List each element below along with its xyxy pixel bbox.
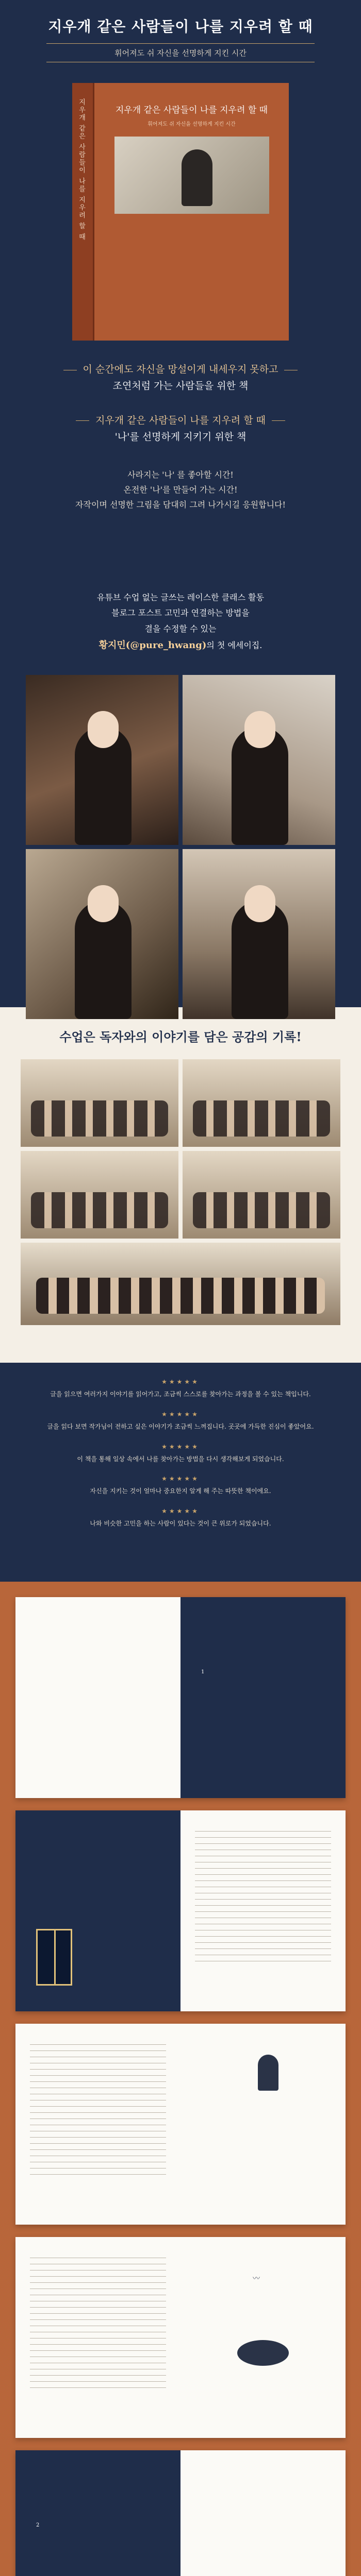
book-page-left — [15, 1597, 180, 1798]
text-lines — [30, 2044, 166, 2178]
book-page-left — [15, 1810, 180, 2011]
bird-icon: 〰 — [253, 2275, 260, 2283]
readers-group — [36, 1278, 325, 1314]
book-page-right — [180, 2024, 346, 2225]
hero-copy-block-1 — [0, 361, 361, 395]
chapter-number: 1 — [201, 1669, 205, 1675]
page-title: 지우개 같은 사람들이 나를 지우려 할 때 — [48, 18, 313, 35]
author-intro-line-2: 블로그 포스트 고민과 연결하는 방법을 — [111, 608, 250, 618]
review-text: 나와 비슷한 고민을 하는 사람이 있다는 것이 큰 위로가 되었습니다. — [90, 1520, 271, 1528]
book-spine-title: 지우개 같은 사람들이 나를 지우려 할 때 — [77, 98, 85, 241]
book-page-right — [180, 2450, 346, 2576]
page-spread — [15, 1810, 346, 2011]
review-text: 자신을 지키는 것이 얼마나 중요한지 알게 해 주는 따뜻한 책이에요. — [90, 1487, 271, 1495]
divider — [272, 420, 285, 421]
hero-copy-2-line-2: '나'를 선명하게 지키기 위한 책 — [114, 431, 247, 443]
readers-photo — [21, 1059, 178, 1147]
readers-photo — [21, 1151, 178, 1239]
cover-title: 지우개 같은 사람들이 나를 지우려 할 때 — [115, 105, 268, 115]
readers-group — [31, 1192, 168, 1228]
author-intro-line-3: 결을 수정할 수 있는 — [144, 623, 217, 634]
lying-figure-illustration — [237, 2340, 289, 2366]
author-intro-line-4: 의 첫 에세이집. — [206, 640, 262, 651]
book-page-left — [15, 2237, 180, 2438]
author-face — [88, 711, 119, 748]
chapter-opener — [36, 2522, 39, 2531]
page-subtitle: 휘어져도 쉬 자신을 선명하게 지킨 시간 — [46, 43, 315, 62]
hero-copy-3-line-2: 온전한 '나'를 만들어 가는 시간! — [123, 484, 238, 495]
readers-title: 수업은 독자와의 이야기를 담은 공감의 기록! — [59, 1029, 302, 1044]
text-lines — [30, 2258, 166, 2392]
book-preview-section — [0, 1582, 361, 2576]
author-name: 황지민(@pure_hwang) — [99, 640, 207, 651]
readers-group — [31, 1100, 168, 1137]
book-page-left — [15, 2024, 180, 2225]
star-icon: ★★★★★ — [161, 1378, 200, 1385]
hero-copy-2-line-1: 지우개 같은 사람들이 나를 지우려 할 때 — [95, 414, 266, 426]
book-front-cover — [93, 83, 289, 341]
star-icon: ★★★★★ — [161, 1475, 200, 1483]
page-spread — [15, 2450, 346, 2576]
author-photo — [183, 675, 335, 845]
author-intro-line-1: 유튜브 수업 없는 글쓰는 레이스한 클래스 활동 — [96, 592, 265, 602]
book-page-left — [15, 2450, 180, 2576]
author-face — [244, 711, 275, 748]
readers-photo — [183, 1151, 340, 1239]
page-spread — [15, 2237, 346, 2438]
readers-group — [193, 1192, 330, 1228]
page-spread — [15, 2024, 346, 2225]
readers-group — [193, 1100, 330, 1137]
cover-photo — [114, 137, 269, 214]
author-photo-grid — [26, 675, 335, 1019]
divider — [76, 420, 89, 421]
hero-copy-3-line-1: 사라지는 '나' 를 좋아할 시간! — [127, 470, 234, 480]
page-body-text — [30, 2258, 166, 2392]
book-cover-image — [72, 83, 289, 341]
chapter-opener — [201, 1669, 204, 1678]
page-body-text — [30, 2044, 166, 2178]
review-text: 글을 읽으면 여러가지 이야기를 읽어가고, 조금씩 스스로를 찾아가는 과정을 볼 수 있는 책입니다. — [50, 1391, 311, 1398]
cover-subtitle: 휘어져도 쉬 자신을 선명하게 지킨 시간 — [147, 122, 236, 127]
book-page-right — [180, 2237, 346, 2438]
star-icon: ★★★★★ — [161, 1443, 200, 1450]
hero-copy-block-3 — [0, 468, 361, 512]
author-photo — [26, 849, 178, 1019]
hero-copy-1-line-1: 이 순간에도 자신을 망설이게 내세우지 못하고 — [83, 364, 278, 375]
readers-photo — [183, 1059, 340, 1147]
readers-section — [0, 1007, 361, 1363]
readers-photo-grid — [21, 1059, 340, 1239]
readers-photo-wide — [21, 1243, 340, 1325]
hero-section — [0, 0, 361, 574]
author-photo — [26, 675, 178, 845]
author-face — [244, 885, 275, 922]
hero-copy-3-line-3: 자작이며 선명한 그림을 담대히 그려 나가시길 응원합니다! — [75, 499, 286, 510]
author-face — [88, 885, 119, 922]
author-photo — [183, 849, 335, 1019]
book-spine — [72, 83, 93, 341]
review-text: 이 책을 통해 일상 속에서 나를 찾아가는 방법을 다시 생각해보게 되었습니다. — [77, 1455, 284, 1463]
chapter-number: 2 — [36, 2522, 40, 2528]
author-section — [0, 574, 361, 1007]
figure-illustration — [258, 2055, 278, 2091]
window-illustration — [36, 1929, 72, 1986]
page-spread — [15, 1597, 346, 1798]
star-icon: ★★★★★ — [161, 1507, 200, 1515]
page-body-text — [195, 1831, 331, 1965]
cover-portrait-figure — [182, 149, 212, 206]
reviews-section — [0, 1363, 361, 1582]
book-page-right — [180, 1597, 346, 1798]
text-lines — [195, 1831, 331, 1965]
review-text: 글을 읽다 보면 작가님이 전하고 싶은 이야기가 조금씩 느껴집니다. 곳곳에 가득한 진심이 좋았어요. — [47, 1422, 314, 1430]
star-icon: ★★★★★ — [161, 1410, 200, 1418]
book-page-right — [180, 1810, 346, 2011]
hero-copy-block-2 — [0, 412, 361, 446]
author-intro — [0, 590, 361, 654]
hero-copy-1-line-2: 조연처럼 가는 사람들을 위한 책 — [112, 380, 249, 392]
